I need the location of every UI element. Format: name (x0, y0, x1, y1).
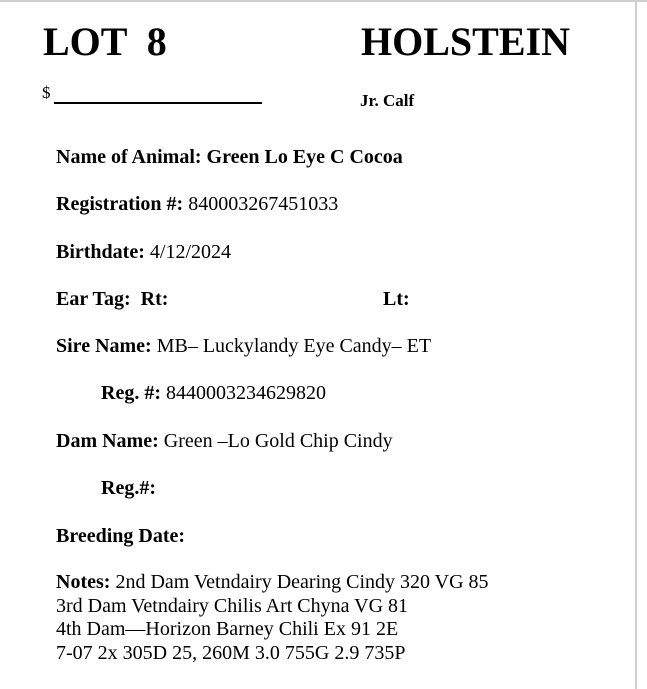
notes-line-4: 7-07 2x 305D 25, 260M 3.0 755G 2.9 735P (56, 641, 406, 664)
ear-tag-row (56, 287, 168, 311)
sire-reg-row (101, 381, 326, 405)
ear-tag-label: Ear Tag: (56, 288, 131, 310)
sire-reg-value: 8440003234629820 (165, 382, 326, 404)
ear-tag-right-label: Rt: (140, 288, 169, 310)
registration-row (56, 192, 338, 216)
page-border-top (0, 0, 647, 2)
registration-label: Registration #: (56, 193, 184, 215)
sire-reg-label: Reg. #: (101, 382, 161, 404)
price-currency: $ (42, 83, 51, 102)
sire-label: Sire Name: (56, 335, 152, 357)
sire-row (56, 334, 431, 358)
page-border-right (635, 0, 637, 689)
notes-line-3: 4th Dam—Horizon Barney Chili Ex 91 2E (56, 618, 399, 640)
dam-row (56, 429, 393, 453)
ear-tag-left (383, 287, 410, 311)
animal-name-row (56, 145, 403, 169)
birthdate-row (56, 240, 231, 264)
lot-number: LOT 8 (43, 19, 167, 64)
breeding-date-label: Breeding Date: (56, 525, 186, 547)
dam-value: Green –Lo Gold Chip Cindy (163, 430, 393, 452)
class-label: Jr. Calf (360, 91, 415, 110)
notes-line-1-text: 2nd Dam Vetndairy Dearing Cindy 320 VG 85 (115, 571, 489, 593)
dam-reg-row (101, 476, 156, 500)
breeding-date-row (56, 524, 185, 548)
notes-block (56, 571, 489, 665)
dam-reg-label: Reg.#: (101, 477, 156, 499)
notes-line-1 (56, 571, 489, 595)
ear-tag-left-label: Lt: (383, 288, 410, 310)
price-blank-line (54, 102, 262, 104)
breed-title: HOLSTEIN (361, 19, 570, 64)
birthdate-value: 4/12/2024 (149, 241, 232, 263)
birthdate-label: Birthdate: (56, 241, 145, 263)
notes-line-2: 3rd Dam Vetndairy Chilis Art Chyna VG 81 (56, 594, 409, 617)
registration-value: 840003267451033 (188, 193, 339, 215)
sire-value: MB– Luckylandy Eye Candy– ET (156, 335, 432, 357)
notes-label: Notes: (56, 571, 111, 593)
animal-name-text: Name of Animal: Green Lo Eye C Cocoa (56, 146, 403, 168)
dam-label: Dam Name: (56, 430, 159, 452)
